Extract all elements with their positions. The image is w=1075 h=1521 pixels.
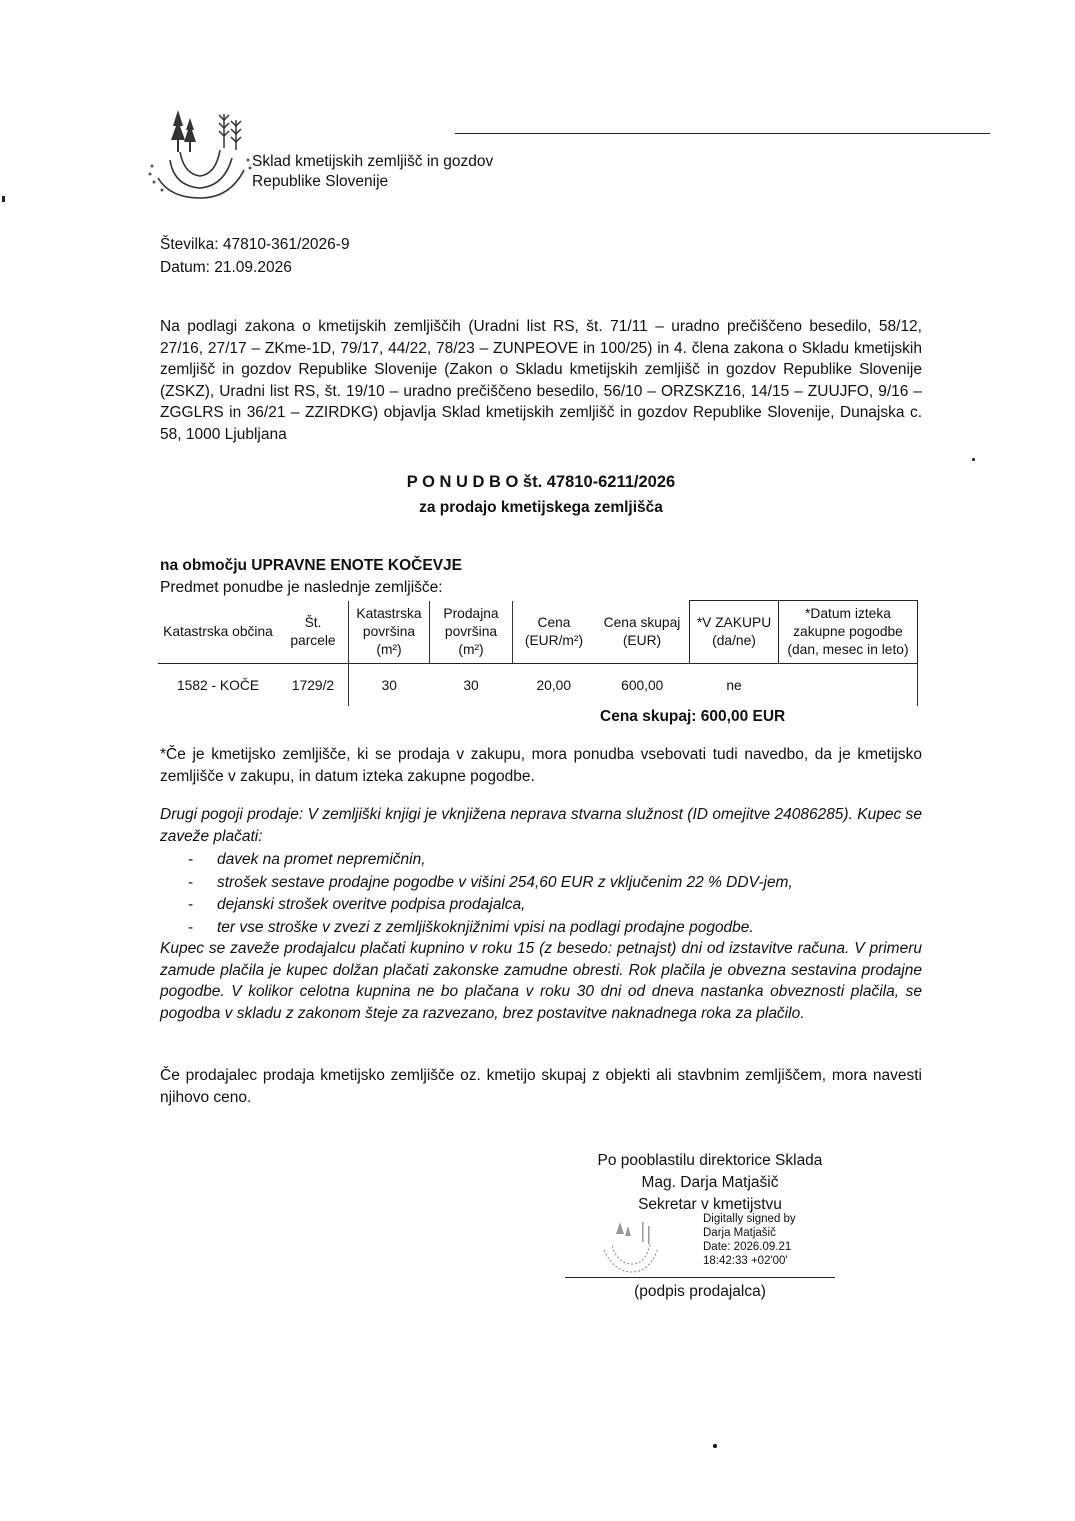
document-meta — [160, 233, 350, 279]
col-sale-area: Prodajna površina (m²) — [430, 601, 513, 664]
payment-terms: Kupec se zaveže prodajalcu plačati kupnino v roku 15 (z besedo: petnajst) dni od izstavitve računa. V primeru zamude plačila je kupec dolžan plačati zakonske zamudne obresti. Rok plačila je obvezna sestavina prodajne pogodbe. V kolikor celotna kupnina ne bo plačana v roku 30 dni od dneva nastanka obveznosti plačila, se pogodba v skladu z zakonom šteje za razvezano, brez postavitve naknadnega roka za plačilo. — [160, 940, 922, 1022]
col-price-per-m2: Cena (EUR/m²) — [513, 601, 596, 664]
signature-line — [565, 1277, 835, 1278]
offer-title: P O N U D B O št. 47810-6211/2026 — [406, 473, 676, 491]
lease-note: *Če je kmetijsko zemljišče, ki se prodaja v zakupu, mora ponudba vsebovati tudi navedbo, da je kmetijsko zemljišče v zakupu, in datum izteka zakupne pogodbe. — [160, 746, 922, 785]
intro-paragraph: Na podlagi zakona o kmetijskih zemljiščih (Uradni list RS, št. 71/11 – uradno prečiščeno besedilo, 58/12, 27/16, 27/17 – ZKme-1D, 79/17, 44/22, 78/23 – ZUNPEOVE in 100/25) in 4. člena zakona o Skladu kmetijskih zemljišč in gozdov Republike Slovenije (Zakon o Skladu kmetijskih zemljišč in gozdov Republike Slovenije (ZSKZ), Uradni list RS, št. 19/10 – uradno prečiščeno besedilo, 56/10 – ORZSKZ16, 14/15 – ZUUJFO, 9/16 – ZGGLRS in 36/21 – ZZIRDKG) objavlja Sklad kmetijskih zemljišč in gozdov Republike Slovenije, Dunajska c. 58, 1000 Ljubljana — [160, 318, 922, 443]
list-item: - dejanski strošek overitve podpisa prodajalca, — [160, 894, 793, 917]
subject-text: Predmet ponudbe je naslednje zemljišče: — [160, 579, 443, 596]
land-table — [158, 600, 918, 706]
col-cadastral-municipality: Katastrska občina — [158, 601, 278, 664]
col-total-price: Cena skupaj (EUR) — [595, 601, 690, 664]
digital-seal-icon — [596, 1216, 666, 1276]
signatory-name: Mag. Darja Matjašič — [641, 1174, 779, 1191]
organization-name: Sklad kmetijskih zemljišč in gozdov Republike Slovenije — [252, 153, 494, 190]
col-parcel-number: Št. parcele — [278, 601, 349, 664]
document-date: Datum: 21.09.2026 — [160, 259, 292, 276]
header-divider — [455, 133, 990, 134]
signatory-authority: Po pooblastilu direktorice Sklada — [597, 1152, 823, 1169]
list-item: - davek na promet nepremičnin, — [160, 849, 793, 872]
digital-signature-info: Digitally signed by Darja Matjašič Date: 2026.09.21 18:42:33 +02'00' — [703, 1213, 796, 1267]
closing-paragraph: Če prodajalec prodaja kmetijsko zemljišče oz. kmetijo skupaj z objekti ali stavbnim zemljiščem, mora navesti njihovo ceno. — [160, 1067, 922, 1106]
signatory-block — [560, 1150, 860, 1216]
list-item: - strošek sestave prodajne pogodbe v višini 254,60 EUR z vključenim 22 % DDV-jem, — [160, 872, 793, 895]
conditions-intro: Drugi pogoji prodaje: V zemljiški knjigi je vknjižena neprava stvarna služnost (ID omejitve 24086285). Kupec se zaveže plačati: — [160, 806, 922, 845]
offer-subtitle: za prodajo kmetijskega zemljišča — [419, 499, 663, 516]
total-price: Cena skupaj: 600,00 EUR — [600, 708, 786, 725]
signature-caption: (podpis prodajalca) — [634, 1283, 766, 1300]
conditions-list — [160, 849, 793, 939]
col-cadastral-area: Katastrska površina (m²) — [349, 601, 430, 664]
table-row: 1582 - KOČE 1729/2 30 30 20,00 600,00 ne — [158, 664, 918, 707]
col-leased: *V ZAKUPU (da/ne) — [690, 601, 779, 664]
list-item: - ter vse stroške v zvezi z zemljiškoknjižnimi vpisi na podlagi prodajne pogodbe. — [160, 917, 793, 940]
col-lease-expiry: *Datum izteka zakupne pogodbe (dan, mesec in leto) — [779, 601, 918, 664]
document-number: Številka: 47810-361/2026-9 — [160, 236, 350, 253]
signatory-title: Sekretar v kmetijstvu — [638, 1196, 782, 1213]
scan-dot — [713, 1444, 717, 1448]
fund-logo-icon — [140, 100, 260, 210]
scan-dot — [972, 458, 975, 461]
scan-mark — [2, 196, 5, 202]
region-heading: na območju UPRAVNE ENOTE KOČEVJE — [160, 557, 463, 574]
